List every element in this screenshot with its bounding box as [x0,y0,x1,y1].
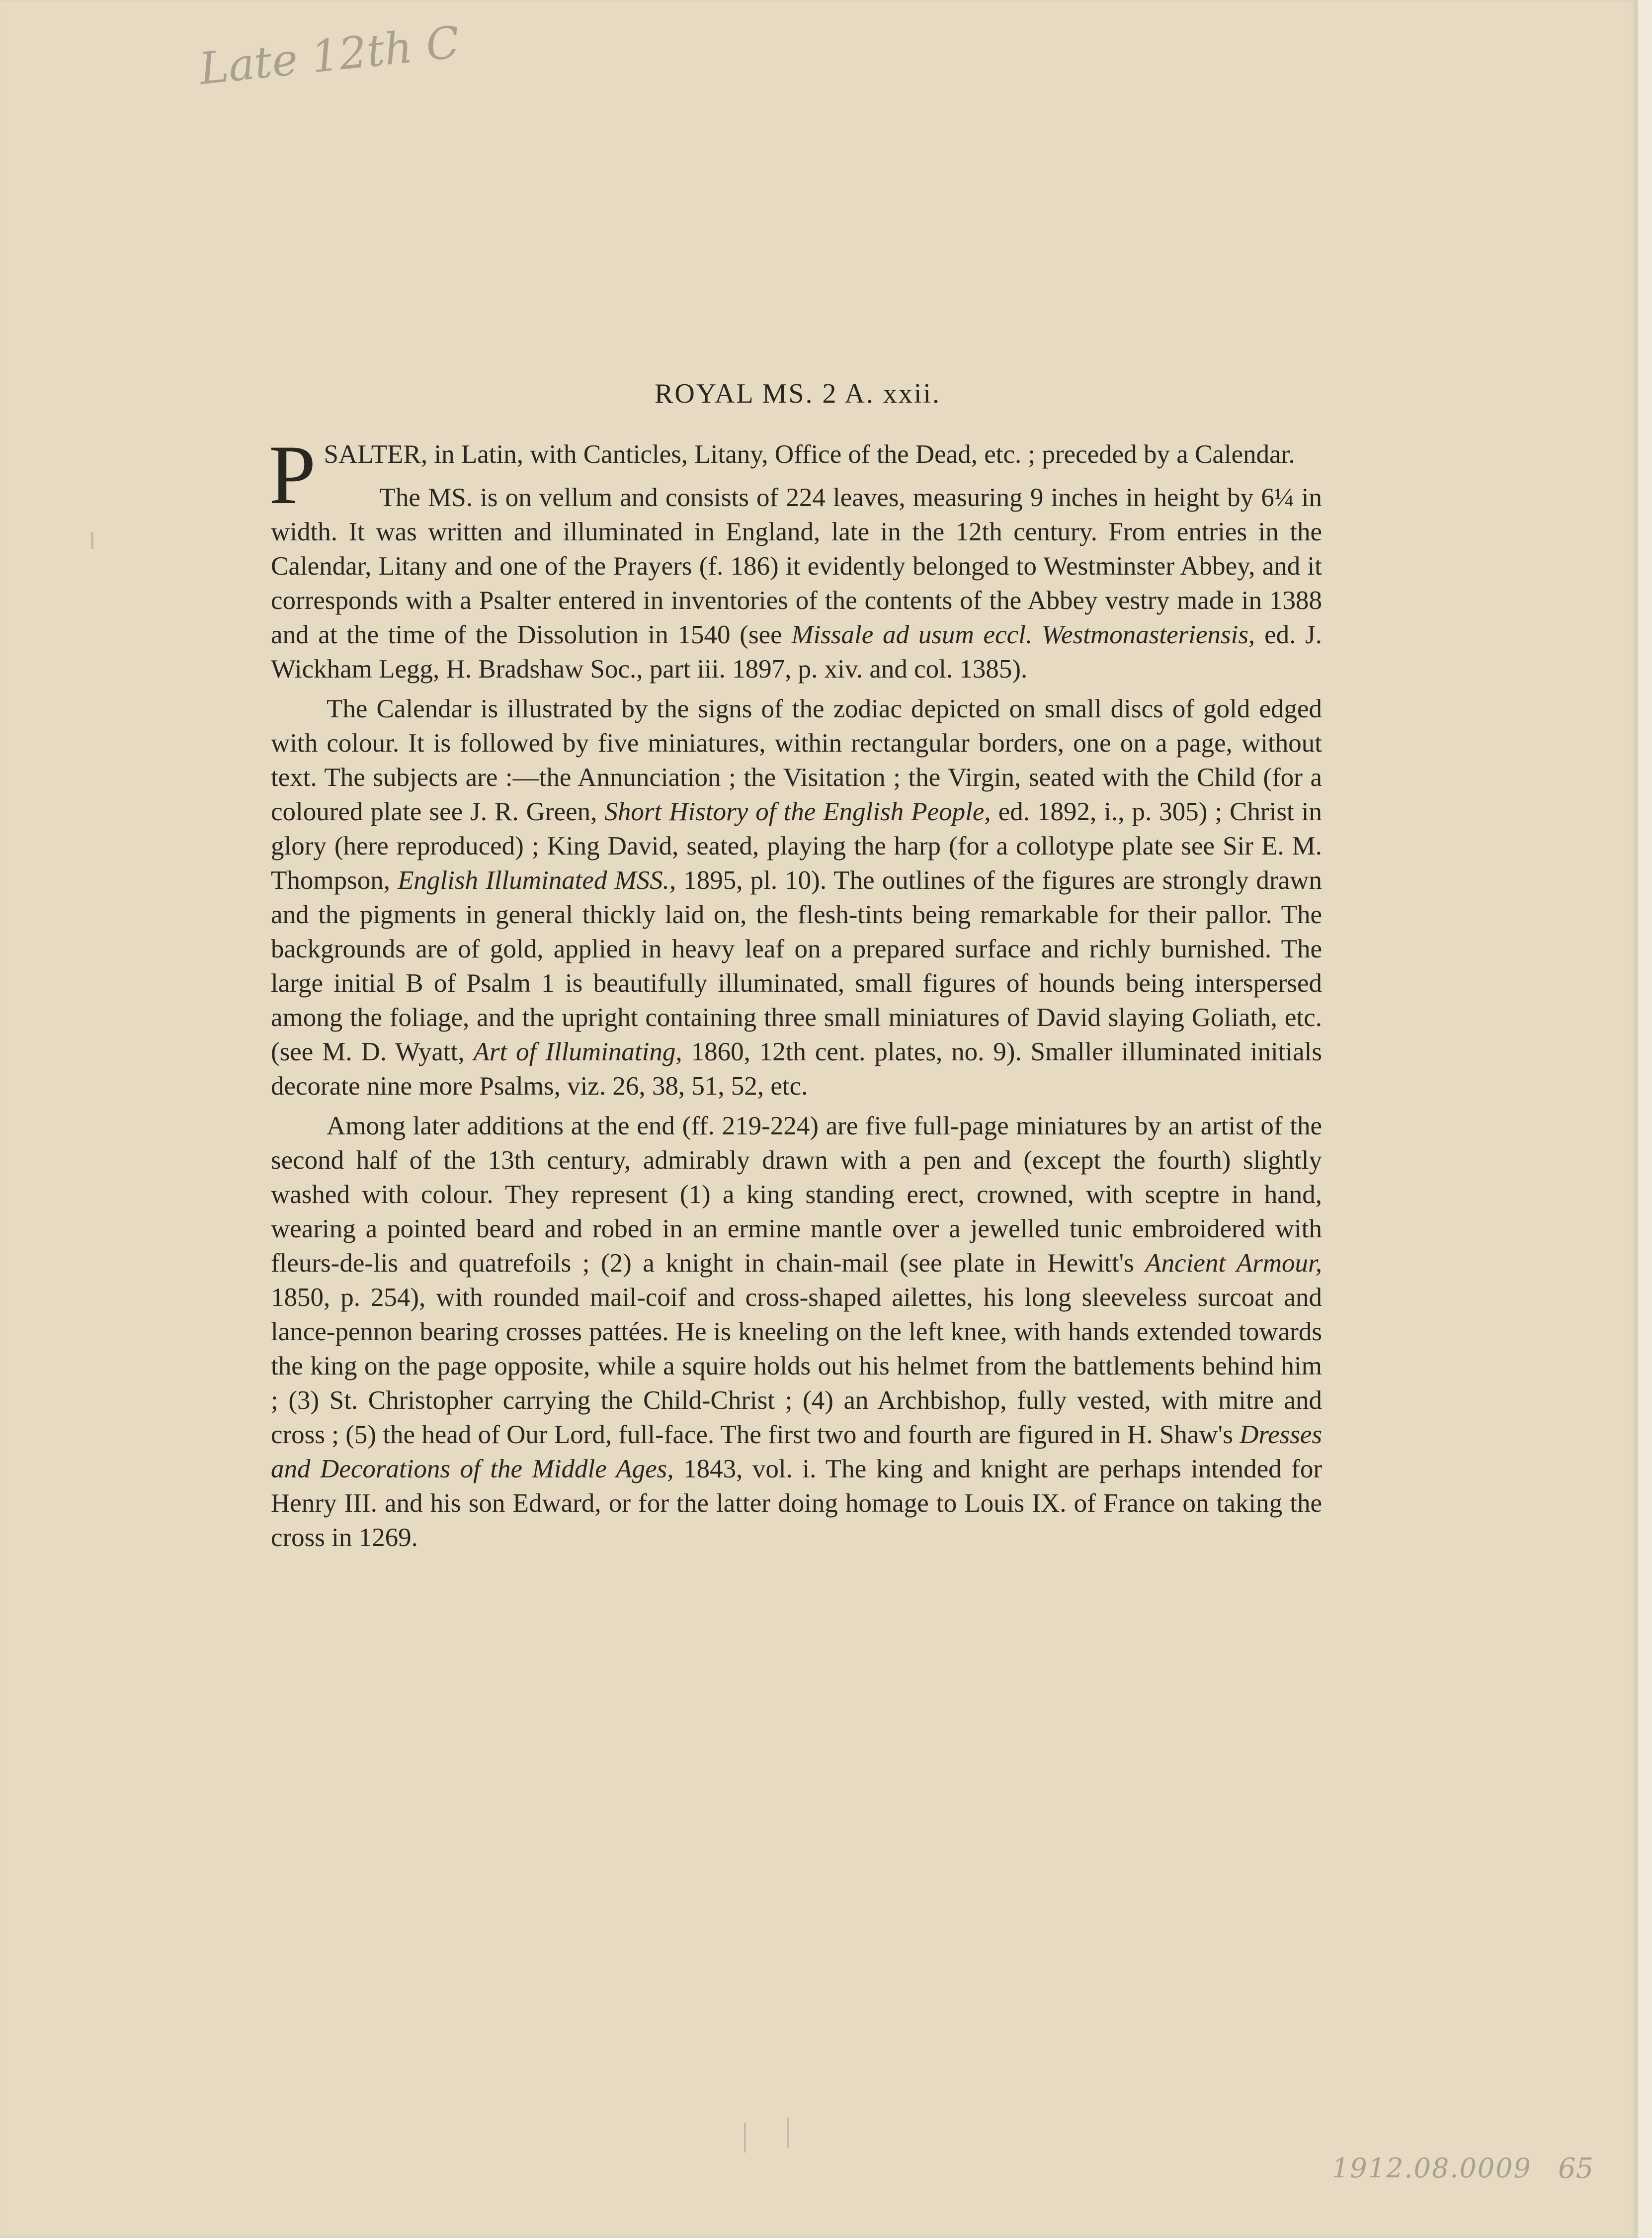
pencil-note-date: Late 12th C [197,16,462,95]
paragraph-description: The MS. is on vellum and consists of 224 leaves, measuring 9 inches in height by 6¼ in width. It was written and illuminated in England, late in the 12th century. From entries in the Calendar, Litany and one of the Prayers (f. 186) it evidently belonged to Westminster Abbey, and it corresponds with a Psalter entered in inventories of the contents of the Abbey vestry made in 1388 and at the time of the Dissolution in 1540 (see Missale ad usum eccl. Westmonasteriensis, ed. J. Wickham Legg, H. Bradshaw Soc., part iii. 1897, p. xiv. and col. 1385). [271,483,1322,684]
paper-speck [744,2123,746,2152]
citation-title: Ancient Armour, [1145,1249,1322,1278]
citation-title: Art of Illuminating, [473,1037,682,1066]
paragraph-calendar: The Calendar is illustrated by the signs of the zodiac depicted on small discs of gold edged with colour. It is followed by five miniatures, within rectangular borders, one on a page, without text. The subjects are :—the Annunciation ; the Visitation ; the Virgin, seated with the Child (for a coloured plate see J. R. Green, Short History of the English People, ed. 1892, i., p. 305) ; Christ in glory (here reproduced) ; King David, seated, playing the harp (for a collotype plate see Sir E. M. Thompson, English Illuminated MSS., 1895, pl. 10). The outlines of the figures are strongly drawn and the pigments in general thickly laid on, the flesh-tints being remarkable for their pallor. The backgrounds are of gold, applied in heavy leaf on a prepared surface and richly burnished. The large initial B of Psalm 1 is beautifully illuminated, small figures of hounds being interspersed among the foliage, and the upright containing three small miniatures of David slaying Goliath, etc. (see M. D. Wyatt, Art of Illuminating, 1860, 12th cent. plates, no. 9). Smaller illuminated initials decorate nine more Psalms, viz. 26, 38, 51, 52, etc. [271,694,1322,1101]
paper-speck [91,532,93,549]
citation-title: Dresses and Decorations of the Middle Ages, [271,1420,1322,1483]
citation-title: Missale ad usum eccl. Westmonasteriensis, [791,620,1255,649]
page-edge [1638,0,1652,2238]
intro-text: SALTER, in Latin, with Canticles, Litany, Office of the Dead, etc. ; preceded by a Calendar. [324,440,1295,469]
body-text [269,428,1322,1560]
page-title: ROYAL MS. 2 A. xxii. [654,378,941,409]
drop-cap: P [269,428,316,521]
pencil-accession-number: 1912.08.0009 [1332,2152,1532,2184]
paragraph-intro [269,428,1322,521]
paper-speck [787,2118,789,2148]
paragraph-additions: Among later additions at the end (ff. 219-224) are five full-page miniatures by an artist of the second half of the 13th century, admirably drawn with a pen and (except the fourth) slightly washed with colour. They represent (1) a king standing erect, crowned, with sceptre in hand, wearing a pointed beard and robed in an ermine mantle over a jewelled tunic embroidered with fleurs-de-lis and quatrefoils ; (2) a knight in chain-mail (see plate in Hewitt's Ancient Armour, 1850, p. 254), with rounded mail-coif and cross-shaped ailettes, his long sleeveless surcoat and lance-pennon bearing crosses pattées. He is kneeling on the left knee, with hands extended towards the king on the page opposite, while a squire holds out his helmet from the battlements behind him ; (3) St. Christopher carrying the Child-Christ ; (4) an Archbishop, fully vested, with mitre and cross ; (5) the head of Our Lord, full-face. The first two and fourth are figured in H. Shaw's Dresses and Decorations of the Middle Ages, 1843, vol. i. The king and knight are perhaps intended for Henry III. and his son Edward, or for the latter doing homage to Louis IX. of France on taking the cross in 1269. [271,1112,1322,1552]
pencil-page-number: 65 [1558,2152,1594,2185]
citation-title: English Illuminated MSS., [398,866,676,895]
citation-title: Short History of the English People, [604,797,991,826]
